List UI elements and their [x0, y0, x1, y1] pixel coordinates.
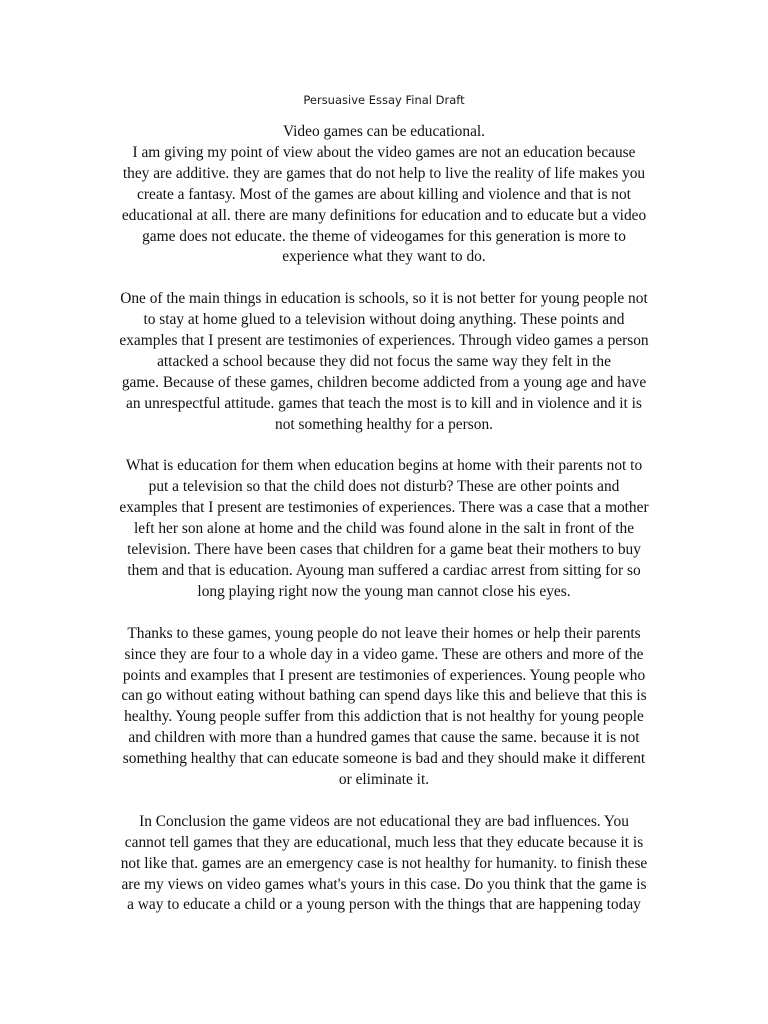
paragraph-3 — [88, 456, 680, 602]
paragraph-line: long playing right now the young man cannot close his eyes. — [197, 582, 571, 600]
paragraph-line: they are additive. they are games that do not help to live the reality of life makes you — [122, 164, 646, 182]
paragraph-line: Thanks to these games, young people do not leave their homes or help their parents — [127, 624, 641, 642]
paragraph-line: not something healthy for a person. — [275, 415, 493, 433]
paragraph-line: and children with more than a hundred games that cause the same. because it is not — [128, 729, 640, 747]
paragraph-line: since they are four to a whole day in a video game. These are others and more of the — [124, 645, 644, 663]
paragraph-line: can go without eating without bathing can spend days like this and believe that this is — [121, 687, 647, 705]
paragraph-line: something healthy that can educate someone is bad and they should make it different — [122, 750, 646, 768]
document-heading: Persuasive Essay Final Draft — [303, 93, 465, 107]
paragraph-gap — [88, 603, 680, 624]
paragraph-1 — [88, 122, 680, 268]
paragraph-line: or eliminate it. — [338, 771, 430, 789]
paragraph-line: put a television so that the child does not disturb? These are other points and — [148, 478, 620, 496]
paragraph-line: not like that. games are an emergency case is not healthy for humanity. to finish these — [120, 854, 648, 872]
paragraph-line: television. There have been cases that children for a game beat their mothers to buy — [127, 541, 641, 559]
paragraph-line: them and that is education. Ayoung man suffered a cardiac arrest from sitting for so — [127, 562, 641, 579]
paragraph-line: examples that I present are testimonies of experiences. Through video games a person — [119, 332, 649, 350]
paragraph-line: One of the main things in education is schools, so it is not better for young people not — [120, 290, 648, 308]
paragraph-line: attacked a school because they did not focus the same way they felt in the — [157, 352, 611, 370]
paragraph-line: In Conclusion the game videos are not educational they are bad influences. You — [139, 812, 629, 830]
paragraph-line: are my views on video games what's yours in this case. Do you think that the game is — [121, 875, 647, 893]
paragraph-line: create a fantasy. Most of the games are about killing and violence and that is not — [137, 185, 631, 203]
paragraph-line: I am giving my point of view about the video games are not an education because — [132, 143, 636, 161]
paragraph-line: Video games can be educational. — [282, 123, 486, 140]
paragraph-4 — [88, 624, 680, 791]
essay-body — [88, 122, 680, 916]
paragraph-gap — [88, 436, 680, 457]
paragraph-line: experience what they want to do. — [282, 248, 486, 266]
paragraph-5 — [88, 812, 680, 917]
paragraph-line: a way to educate a child or a young person with the things that are happening today — [127, 896, 641, 914]
paragraph-line: healthy. Young people suffer from this addiction that is not healthy for young people — [124, 708, 644, 726]
paragraph-line: points and examples that I present are testimonies of experiences. Young people who — [122, 666, 646, 684]
paragraph-gap — [88, 268, 680, 289]
paragraph-line: cannot tell games that they are educational, much less that they educate because it is — [124, 833, 644, 851]
paragraph-gap — [88, 791, 680, 812]
paragraph-line: What is education for them when education begins at home with their parents not to — [125, 457, 643, 475]
paragraph-line: educational at all. there are many definitions for education and to educate but a video — [121, 206, 647, 224]
paragraph-line: game does not educate. the theme of videogames for this generation is more to — [142, 227, 626, 245]
paragraph-line: left her son alone at home and the child was found alone in the salt in front of the — [133, 520, 635, 538]
paragraph-line: an unrespectful attitude. games that teach the most is to kill and in violence and it is — [126, 394, 642, 412]
paragraph-line: game. Because of these games, children become addicted from a young age and have — [121, 373, 647, 391]
paragraph-line: examples that I present are testimonies of experiences. There was a case that a mother — [119, 499, 649, 517]
paragraph-2 — [88, 289, 680, 435]
paragraph-line: to stay at home glued to a television without doing anything. These points and — [143, 311, 625, 329]
